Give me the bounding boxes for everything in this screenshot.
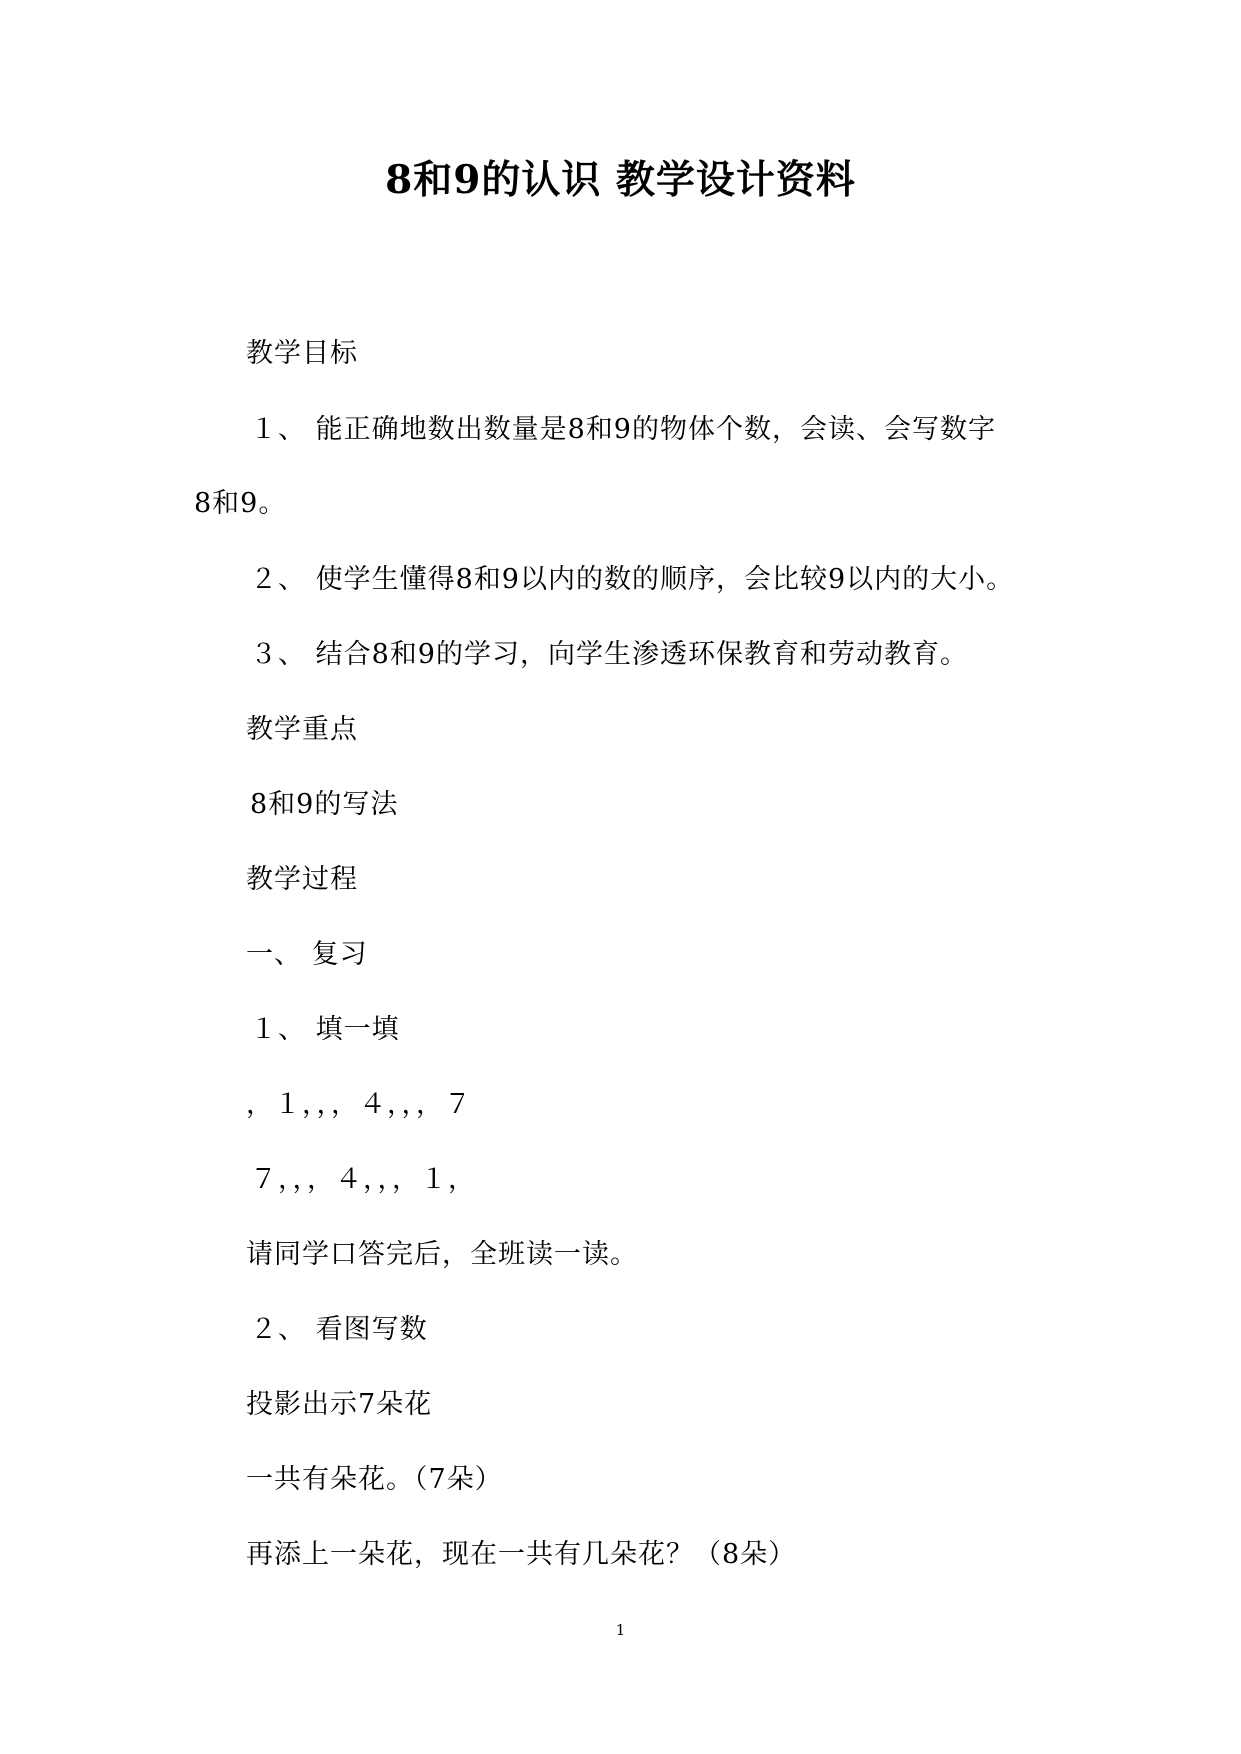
- section-heading-process: 教学过程: [246, 864, 358, 895]
- objective-1-line-2: 8和9。: [194, 488, 287, 519]
- projection-seven-flowers: 投影出示7朵花: [246, 1389, 433, 1420]
- section-heading-objectives: 教学目标: [246, 338, 358, 369]
- objective-1-line-1: １、 能正确地数出数量是8和9的物体个数，会读、会写数字: [250, 414, 996, 445]
- review-item-fill-in: １、 填一填: [250, 1014, 400, 1045]
- section-heading-key-points: 教学重点: [246, 714, 358, 745]
- question-total-flowers: 一共有朵花。（7朵）: [246, 1464, 503, 1495]
- review-item-picture-count: ２、 看图写数: [250, 1314, 428, 1345]
- key-point: 8和9的写法: [250, 789, 399, 820]
- objective-2: ２、 使学生懂得8和9以内的数的顺序，会比较9以内的大小。: [250, 564, 1015, 595]
- question-add-one-flower: 再添上一朵花，现在一共有几朵花？（8朵）: [246, 1539, 797, 1570]
- fill-in-sequence-1: ，１，，，４，，，７: [246, 1089, 472, 1120]
- page-number: 1: [615, 1621, 626, 1639]
- objective-3: ３、 结合8和9的学习，向学生渗透环保教育和劳动教育。: [250, 639, 968, 670]
- process-step-review: 一、 复习: [246, 939, 368, 970]
- page-title: 8和9的认识 教学设计资料: [385, 157, 856, 203]
- fill-in-sequence-2: ７，，，４，，，１，: [250, 1164, 476, 1195]
- instruction-oral-answer: 请同学口答完后，全班读一读。: [246, 1239, 638, 1270]
